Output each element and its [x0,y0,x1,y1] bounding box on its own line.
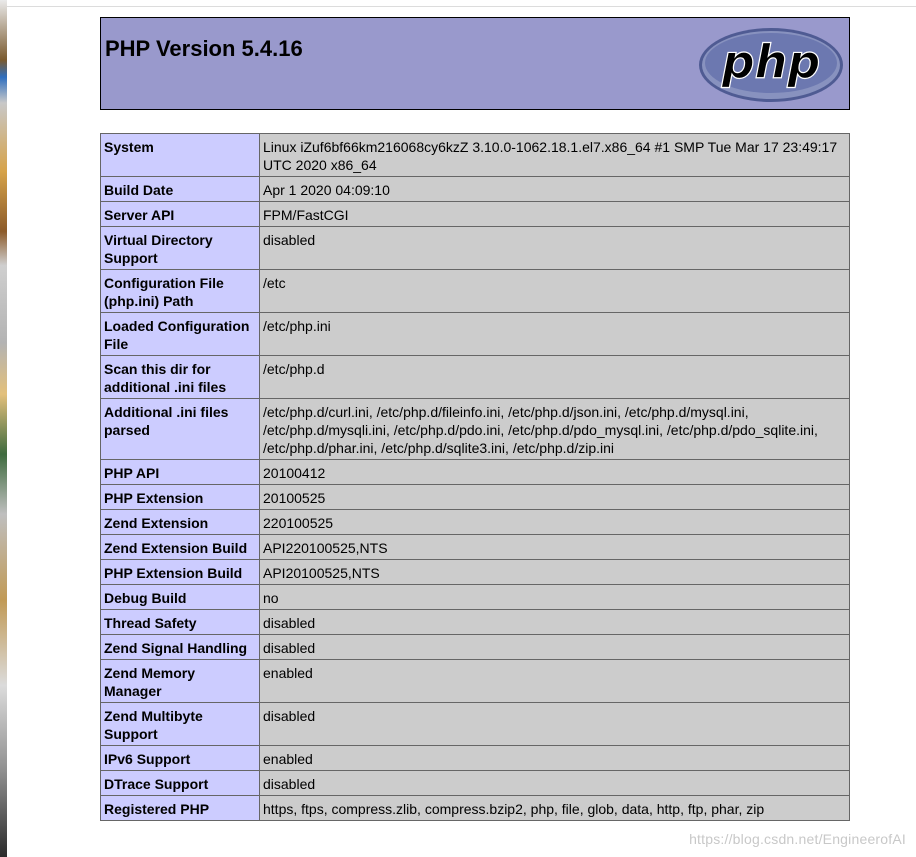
row-value: /etc [260,270,850,313]
table-row [101,356,850,399]
row-value: no [260,585,850,610]
table-row [101,771,850,796]
row-value: Linux iZuf6bf66km216068cy6kzZ 3.10.0-1062.18.1.el7.x86_64 #1 SMP Tue Mar 17 23:49:17 UTC 2020 x86_64 [260,134,850,177]
table-row [101,635,850,660]
table-row [101,177,850,202]
table-row [101,485,850,510]
row-label: PHP Extension Build [101,560,260,585]
row-label: Zend Signal Handling [101,635,260,660]
row-label: Zend Memory Manager [101,660,260,703]
row-value: FPM/FastCGI [260,202,850,227]
row-label: Zend Extension Build [101,535,260,560]
table-row [101,227,850,270]
row-value: disabled [260,227,850,270]
row-value: disabled [260,610,850,635]
table-row [101,746,850,771]
page-title: PHP Version 5.4.16 [105,36,303,61]
watermark: https://blog.csdn.net/EngineerofAI [689,831,906,847]
row-value: /etc/php.d/curl.ini, /etc/php.d/fileinfo.ini, /etc/php.d/json.ini, /etc/php.d/mysql.ini, /etc/php.d/mysqli.ini, /etc/php.d/pdo.ini, /etc/php.d/pdo_mysql.ini, /etc/php.d/pdo_sqlite.ini, /etc/php.d/phar.ini, /etc/php.d/sqlite3.ini, /etc/php.d/zip.ini [260,399,850,460]
row-value: enabled [260,746,850,771]
php-logo-text: php [721,35,821,89]
row-label: IPv6 Support [101,746,260,771]
table-row [101,270,850,313]
table-row [101,460,850,485]
row-value: Apr 1 2020 04:09:10 [260,177,850,202]
table-row [101,134,850,177]
table-row [101,585,850,610]
table-row [101,313,850,356]
info-table [100,133,850,821]
row-value: /etc/php.d [260,356,850,399]
background-window-strip [0,0,7,857]
table-row [101,560,850,585]
row-label: Build Date [101,177,260,202]
table-row [101,703,850,746]
row-label: Configuration File (php.ini) Path [101,270,260,313]
row-label: Thread Safety [101,610,260,635]
row-value: https, ftps, compress.zlib, compress.bzip2, php, file, glob, data, http, ftp, phar, zip [260,796,850,821]
table-row [101,610,850,635]
row-label: PHP Extension [101,485,260,510]
row-label: Zend Extension [101,510,260,535]
row-value: API220100525,NTS [260,535,850,560]
row-label: Virtual Directory Support [101,227,260,270]
row-value: disabled [260,771,850,796]
row-label: Loaded Configuration File [101,313,260,356]
table-row [101,399,850,460]
row-label: Server API [101,202,260,227]
row-label: Scan this dir for additional .ini files [101,356,260,399]
browser-top-edge [0,0,916,7]
row-value: /etc/php.ini [260,313,850,356]
row-value: 20100412 [260,460,850,485]
row-value: 220100525 [260,510,850,535]
table-row [101,535,850,560]
row-value: enabled [260,660,850,703]
row-label: PHP API [101,460,260,485]
row-value: 20100525 [260,485,850,510]
row-label: Zend Multibyte Support [101,703,260,746]
row-value: disabled [260,635,850,660]
row-label: Registered PHP [101,796,260,821]
table-row [101,510,850,535]
row-label: Additional .ini files parsed [101,399,260,460]
row-value: API20100525,NTS [260,560,850,585]
row-label: System [101,134,260,177]
php-header [100,17,850,110]
table-row [101,796,850,821]
row-label: DTrace Support [101,771,260,796]
row-label: Debug Build [101,585,260,610]
table-row [101,202,850,227]
row-value: disabled [260,703,850,746]
php-logo-icon [697,26,845,104]
table-row [101,660,850,703]
